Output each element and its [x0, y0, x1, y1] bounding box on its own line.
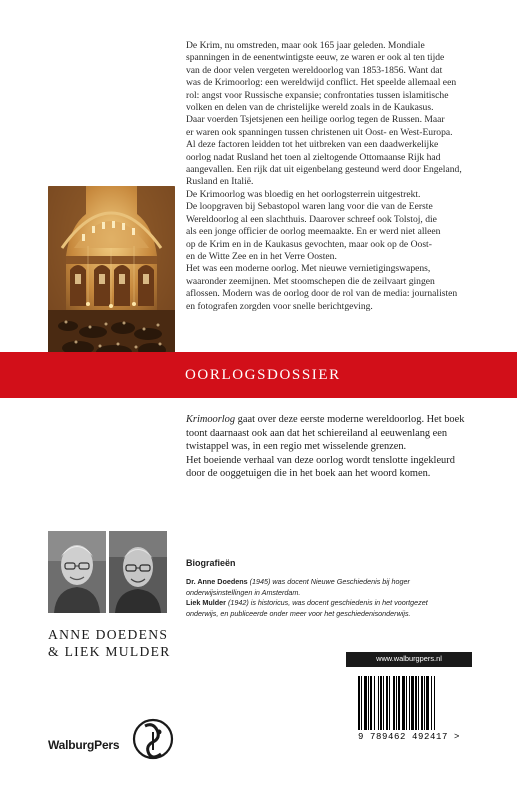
bio-entry-mulder-cont — [186, 609, 486, 620]
description-line: rol: angst voor Russische expansie; confrontaties tussen islamitische — [186, 89, 449, 101]
description-line: op de Krim en in de Kaukasus gevochten, maar ook op de Oost- — [186, 238, 432, 250]
bio-text-line: was docent Nieuwe Geschiedenis bij hoger — [270, 577, 410, 586]
series-title: OORLOGSDOSSIER — [185, 367, 341, 383]
description-line: Al deze factoren leidden tot het uitbreken van een daadwerkelijke — [186, 139, 439, 151]
bio-name: Liek Mulder — [186, 598, 226, 608]
description-line: De Krim, nu omstreden, maar ook 165 jaar geleden. Mondiale — [186, 40, 425, 51]
book-title: Krimoorlog — [186, 414, 236, 425]
barcode — [356, 676, 460, 730]
blurb-line: toont daarnaast ook aan dat het schiereiland al eeuwenlang een — [186, 427, 448, 439]
isbn-number: 9 789462 492417 > — [357, 732, 460, 742]
publisher-logo-icon — [131, 714, 175, 764]
bio-year: (1945) — [247, 577, 271, 586]
description-line: oorlog nadat Rusland het toen al zieltogende Ottomaanse Rijk had — [186, 151, 441, 163]
bio-text-line: onderwijsinstellingen in Amsterdam. — [186, 587, 301, 597]
description-line: aangevallen. Een rijk dat uit eigenbelang gesteund werd door Engeland, — [186, 164, 462, 176]
description-line: De loopgraven bij Sebastopol waren lang voor die van de Eerste — [186, 201, 433, 213]
website-url: www.walburgpers.nl — [376, 654, 442, 663]
description-line: volken en delen van de christelijke wereld zoals in de Kaukasus. — [186, 102, 434, 114]
bio-text-line: is historicus, was docent geschiedenis in het voortgezet — [248, 598, 428, 608]
bio-entry-doedens — [186, 577, 486, 588]
biography-heading: Biografieën — [186, 558, 236, 568]
description-line: van de door velen vergeten wereldoorlog van 1853-1856. Want dat — [186, 64, 443, 76]
author-photo-doedens — [48, 531, 106, 613]
publisher-name: WalburgPers — [48, 738, 120, 752]
author-photo-mulder — [109, 531, 167, 613]
blurb-line-rest: gaat over deze eerste moderne wereldoorlog. Het boek — [235, 414, 465, 425]
description-line: en de Witte Zee en in het Verre Oosten. — [186, 250, 337, 262]
description-line: er waren ook spanningen tussen christenen uit Oost- en West-Europa. — [186, 126, 453, 138]
description-line: aflossen. Modern was de oorlog door de rol van de media: journalisten — [186, 288, 458, 300]
bio-entry-mulder — [186, 598, 486, 609]
author-names — [48, 626, 188, 660]
description-line: als een jonge officier de oorlog meemaakte. En er werd niet alleen — [186, 226, 441, 238]
author-name-2: & LIEK MULDER — [48, 644, 171, 659]
description-line: Wereldoorlog al een slachthuis. Daarover schreef ook Tolstoj, die — [186, 213, 437, 225]
description-line: Daar voerden Tsjetsjenen een heilige oorlog tegen de Russen. Maar — [186, 114, 445, 126]
description-line: Het was een moderne oorlog. Met nieuwe vernietigingswapens, — [186, 263, 431, 275]
blurb-line: twistappel was, in een regio met wisselende grenzen. — [186, 441, 407, 453]
description-line: was de Krimoorlog: een wereldwijd conflict. Het speelde allemaal een — [186, 77, 457, 89]
cover-illustration — [48, 186, 175, 364]
bio-year: (1942) — [225, 598, 249, 608]
description-text — [186, 40, 476, 313]
description-line: en fotografen zorgden voor snelle berichtgeving. — [186, 300, 373, 312]
blurb-line: door de ooggetuigen die in het boek aan het woord komen. — [186, 468, 431, 480]
description-line: spanningen in de eenentwintigste eeuw, ze waren er ook al ten tijde — [186, 52, 445, 64]
description-line: Rusland en Italië. — [186, 176, 254, 188]
author-name-1: ANNE DOEDENS — [48, 627, 169, 642]
bio-text-line: onderwijs, en publiceerde onder meer voor het geschiedenisonderwijs. — [186, 608, 411, 618]
description-line: waaronder zeemijnen. Met stoomschepen die de zeilvaart gingen — [186, 275, 435, 287]
bio-entry-doedens-cont — [186, 588, 486, 599]
bio-name: Dr. Anne Doedens — [186, 577, 248, 586]
description-line: De Krimoorlog was bloedig en het oorlogsterrein uitgestrekt. — [186, 188, 421, 200]
blurb-line: Het boeiende verhaal van deze oorlog wordt tenslotte ingekleurd — [186, 454, 455, 466]
biography-text — [186, 577, 486, 619]
blurb-line — [186, 413, 486, 427]
blurb-text — [186, 413, 486, 481]
